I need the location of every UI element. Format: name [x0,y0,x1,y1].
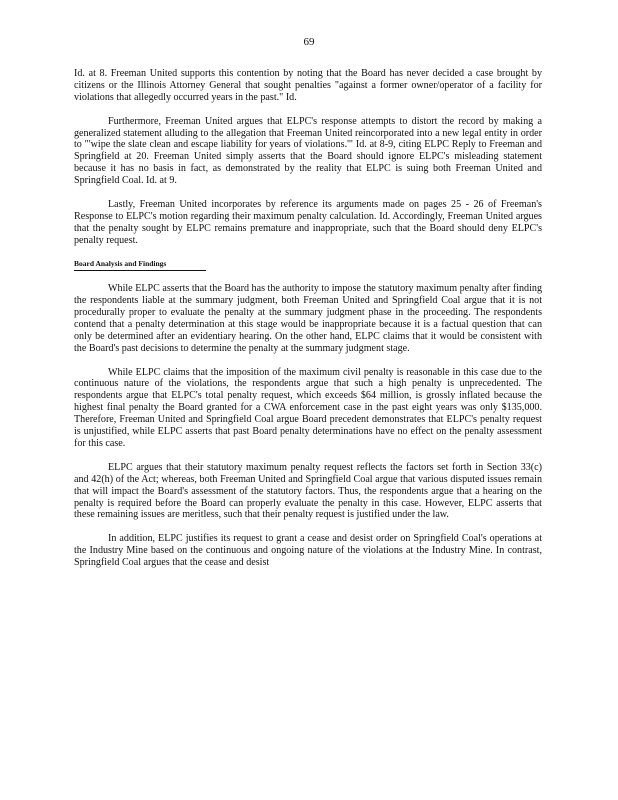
page-number: 69 [303,36,315,48]
body-paragraph: ELPC argues that their statutory maximum penalty request reflects the factors set forth in Section 33(c) and 42(h) of the Act; whereas, both Freeman United and Springfield Coal argue that various disputed issues remain that will impact the Board's assessment of the statutory factors. Thus, the respondents argue that a hearing on the penalty is required before the Board can properly evaluate the penalty in this case. However, ELPC asserts that these remaining issues are meritless, such that their penalty request is justified under the law. [74,461,542,521]
body-paragraph: While ELPC asserts that the Board has the authority to impose the statutory maximum penalty after finding the respondents liable at the summary judgment, both Freeman United and Springfield Coal argue that it is not procedurally proper to evaluate the penalty at the summary judgment phase in the proceeding. The respondents contend that a penalty determination at this stage would be inappropriate because it is a factual question that can only be determined after an evidentiary hearing. On the other hand, ELPC claims that it would be consistent with the Board's past decisions to determine the penalty at the summary judgment stage. [74,283,542,354]
section-heading: Board Analysis and Findings [74,258,206,271]
document-body [74,68,542,581]
body-paragraph: Lastly, Freeman United incorporates by reference its arguments made on pages 25 - 26 of Freeman's Response to ELPC's motion regarding their maximum penalty calculation. Id. Accordingly, Freeman United argues that the penalty sought by ELPC remains premature and inappropriate, such that the Board should deny ELPC's penalty request. [74,198,542,246]
body-paragraph: While ELPC claims that the imposition of the maximum civil penalty is reasonable in this case due to the continuous nature of the violations, the respondents argue that such a high penalty is unprecedented. The respondents argue that ELPC's total penalty request, which exceeds $64 million, is grossly inflated because the highest final penalty the Board granted for a CWA enforcement case in the past eight years was only $135,000. Therefore, Freeman United and Springfield Coal argue Board precedent demonstrates that ELPC's penalty request is unjustified, while ELPC asserts that past Board penalty determinations have no effect on the penalty assessment for this case. [74,366,542,450]
body-paragraph: Furthermore, Freeman United argues that ELPC's response attempts to distort the record by making a generalized statement alluding to the allegation that Freeman United reincorporated into a new legal entity in order to "'wipe the slate clean and escape liability for years of violations.'" Id. at 8-9, citing ELPC Reply to Freeman and Springfield at 20. Freeman United simply asserts that the Board should ignore ELPC's misleading statement because it has no basis in fact, as demonstrated by the reality that ELPC is suing both Freeman United and Springfield Coal. Id. at 9. [74,115,542,187]
body-paragraph: Id. at 8. Freeman United supports this contention by noting that the Board has never decided a case brought by citizens or the Illinois Attorney General that sought penalties "against a former owner/operator of a facility for violations that allegedly occurred years in the past." Id. [74,68,542,103]
body-paragraph: In addition, ELPC justifies its request to grant a cease and desist order on Springfield Coal's operations at the Industry Mine based on the continuous and ongoing nature of the violations at the Industry Mine. In contrast, Springfield Coal argues that the cease and desist [74,533,542,569]
